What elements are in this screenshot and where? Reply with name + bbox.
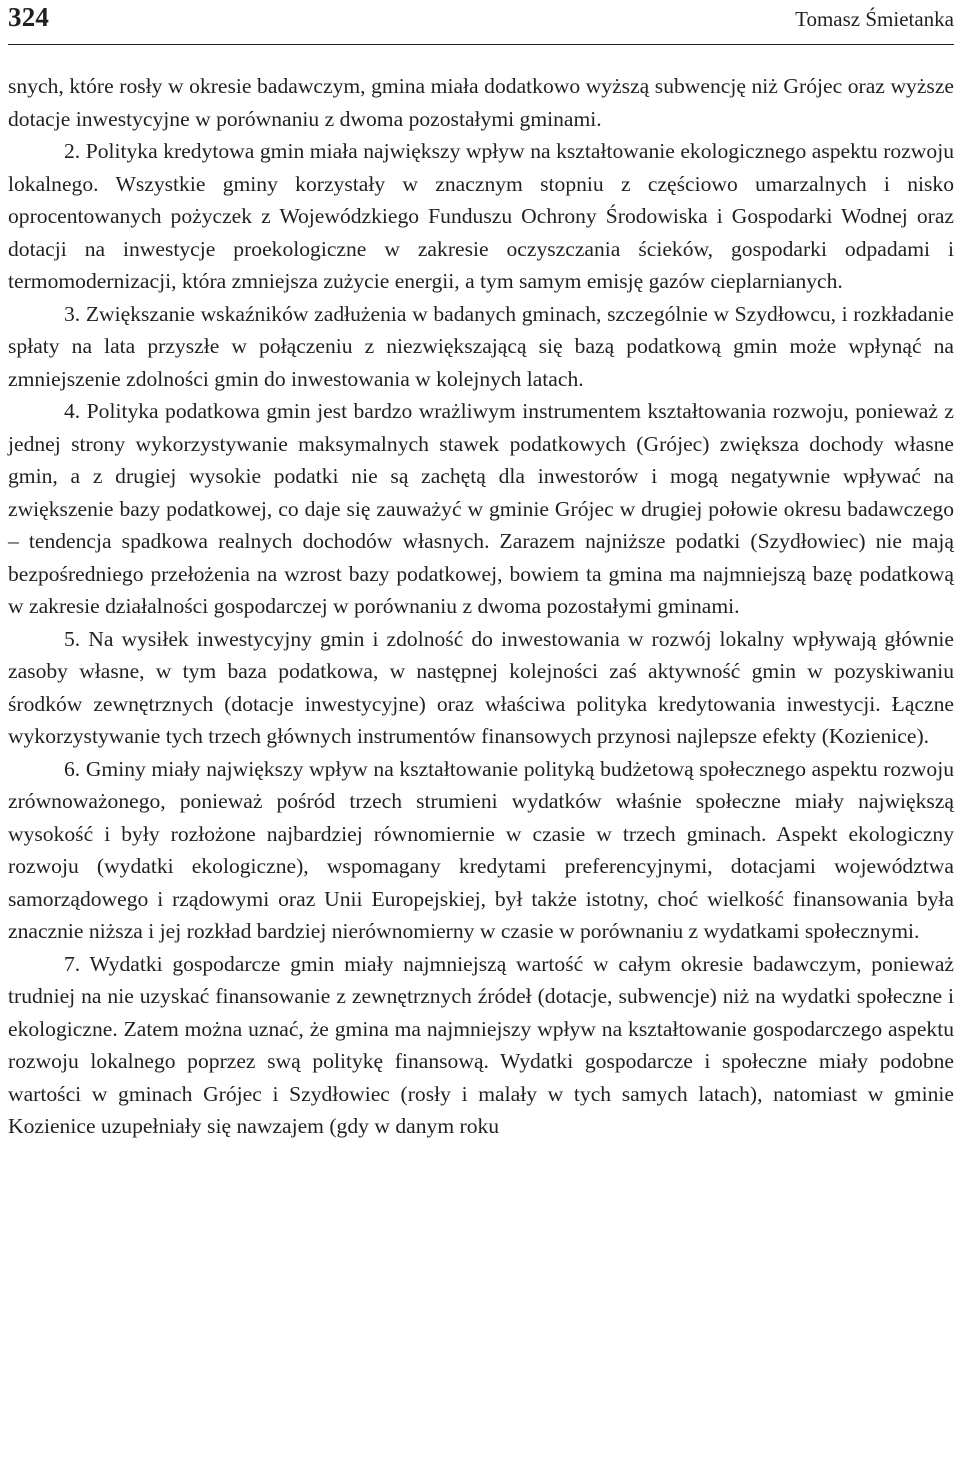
document-page bbox=[8, 0, 954, 1138]
paragraph-point-5: 5. Na wysiłek inwestycyjny gmin i zdolność do inwestowania w rozwój lokalny wpływają głównie zasoby własne, w tym baza podatkowa, w następnej kolejności zaś aktywność gmin w pozyskiwaniu środków zewnętrznych (dotacje inwestycyjne) oraz właściwa polityka kredytowania inwestycji. Łączne wykorzystywanie tych trzech głównych instrumentów finansowych przynosi najlepsze efekty (Kozienice). bbox=[8, 626, 954, 748]
paragraph-point-6: 6. Gminy miały największy wpływ na kształtowanie polityką budżetową społecznego aspektu rozwoju zrównoważonego, ponieważ pośród trzech strumieni wydatków właśnie społeczne miały największą wysokość i były rozłożone najbardziej równomiernie w czasie w trzech gminach. Aspekt ekologiczny rozwoju (wydatki ekologiczne), wspomagany kredytami preferencyjnymi, dotacjami województwa samorządowego i rządowymi oraz Unii Europejskiej, był także istotny, choć wielkość finansowania była znacznie niższa i jej rozkład bardziej nierównomierny w czasie w porównaniu z wydatkami społecznymi. bbox=[8, 756, 954, 943]
paragraph-point-2: 2. Polityka kredytowa gmin miała największy wpływ na kształtowanie ekologicznego aspektu rozwoju lokalnego. Wszystkie gminy korzystały w znacznym stopniu z częściowo umarzalnych i nisko oprocentowanych pożyczek z Wojewódzkiego Funduszu Ochrony Środowiska i Gospodarki Wodnej oraz dotacji na inwestycje proekologiczne w zakresie oczyszczania ścieków, gospodarki odpadami i termomodernizacji, która zmniejsza zużycie energii, a tym samym emisję gazów cieplarnianych. bbox=[8, 139, 954, 293]
paragraph-point-7: 7. Wydatki gospodarcze gmin miały najmniejszą wartość w całym okresie badawczym, ponieważ trudniej na nie uzyskać finansowanie z zewnętrznych źródeł (dotacje, subwencje) niż na wydatki społeczne i ekologiczne. Zatem można uznać, że gmina ma najmniejszy wpływ na kształtowanie gospodarczego aspektu rozwoju lokalnego poprzez swą politykę finansową. Wydatki gospodarcze i społeczne miały podobne wartości w gminach Grójec i Szydłowiec (rosły i malały w tych samych latach), natomiast w gminie Kozienice uzupełniały się nawzajem (gdy w danym roku bbox=[8, 951, 954, 1138]
running-header-author: Tomasz Śmietanka bbox=[795, 7, 954, 31]
paragraph-continuation: snych, które rosły w okresie badawczym, gmina miała dodatkowo wyższą subwencję niż Grójec oraz wyższe dotacje inwestycyjne w porównaniu z dwoma pozostałymi gminami. bbox=[8, 74, 954, 131]
running-header bbox=[8, 2, 954, 38]
header-divider bbox=[8, 44, 954, 45]
page-number: 324 bbox=[8, 2, 50, 32]
paragraph-point-4: 4. Polityka podatkowa gmin jest bardzo wrażliwym instrumentem kształtowania rozwoju, ponieważ z jednej strony wykorzystywanie maksymalnych stawek podatkowych (Grójec) zwiększa dochody własne gmin, a z drugiej wysokie podatki nie są zachętą dla inwestorów i mogą negatywnie wpływać na zwiększenie bazy podatkowej, co daje się zauważyć w gminie Grójec w drugiej połowie okresu badawczego – tendencja spadkowa realnych dochodów własnych. Zarazem najniższe podatki (Szydłowiec) nie mają bezpośredniego przełożenia na wzrost bazy podatkowej, bowiem ta gmina ma najmniejszą bazę podatkową w zakresie działalności gospodarczej w porównaniu z dwoma pozostałymi gminami. bbox=[8, 399, 954, 618]
paragraph-point-3: 3. Zwiększanie wskaźników zadłużenia w badanych gminach, szczególnie w Szydłowcu, i rozkładanie spłaty na lata przyszłe w połączeniu z niezwiększającą się bazą podatkową gmin może wpłynąć na zmniejszenie zdolności gmin do inwestowania w kolejnych latach. bbox=[8, 301, 954, 391]
body-text bbox=[8, 70, 954, 1143]
